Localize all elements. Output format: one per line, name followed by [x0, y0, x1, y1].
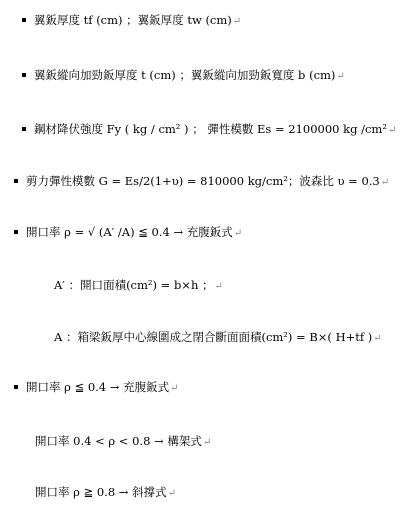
line-text: 鋼材降伏強度 Fy ( kg / cm² ) ； 彈性模數 Es = 2100000 kg /cm² [34, 122, 387, 136]
line-text: 開口率 0.4 < ρ < 0.8 → 構架式 [35, 434, 202, 448]
paragraph-mark-icon: ↵ [387, 125, 397, 136]
bullet-icon [22, 18, 26, 22]
line-solid-web [14, 379, 179, 397]
line-opening-ratio [14, 224, 242, 242]
paragraph-mark-icon: ↵ [167, 488, 176, 499]
line-yield-strength [22, 121, 396, 139]
line-frame [35, 433, 211, 451]
paragraph-mark-icon: ↵ [202, 437, 212, 448]
bullet-icon [14, 179, 18, 183]
line-opening-area [54, 277, 223, 295]
paragraph-mark-icon: ↵ [170, 383, 179, 394]
paragraph-mark-icon: ↵ [214, 281, 223, 292]
line-flange-thickness [22, 12, 241, 30]
line-text: 翼鈑厚度 tf (cm) ；翼鈑厚度 tw (cm) [34, 13, 232, 27]
line-text: 翼鈑縱向加勁鈑厚度 t (cm) ；翼鈑縱向加勁鈑寬度 b (cm) [34, 68, 336, 82]
line-closed-section-area [54, 329, 382, 347]
line-text: 剪力彈性模數 G = Es/2(1+υ) = 810000 kg/cm²；波森比 υ = 0.3 [26, 174, 380, 188]
paragraph-mark-icon: ↵ [380, 177, 390, 188]
bullet-icon [22, 127, 26, 131]
line-text: 開口率 ρ ≧ 0.8 → 斜撐式 [35, 485, 167, 499]
line-brace [35, 484, 176, 502]
paragraph-mark-icon: ↵ [336, 71, 345, 82]
line-text: 開口率 ρ = √ (A′ /A) ≦ 0.4 → 充腹鈑式 [26, 225, 233, 239]
paragraph-mark-icon: ↵ [232, 16, 242, 27]
line-stiffener [22, 67, 345, 85]
line-text: 開口率 ρ ≦ 0.4 → 充腹鈑式 [26, 380, 170, 394]
bullet-icon [14, 385, 18, 389]
paragraph-mark-icon: ↵ [373, 333, 382, 344]
line-shear-modulus [14, 173, 389, 191]
paragraph-mark-icon: ↵ [233, 228, 243, 239]
line-text: A′ ：開口面積(cm²) = b×h ； [54, 278, 214, 292]
line-text: A ：箱梁鈑厚中心線圍成之閉合斷面面積(cm²) = B×( H+tf ) [54, 330, 373, 344]
bullet-icon [14, 230, 18, 234]
bullet-icon [22, 73, 26, 77]
